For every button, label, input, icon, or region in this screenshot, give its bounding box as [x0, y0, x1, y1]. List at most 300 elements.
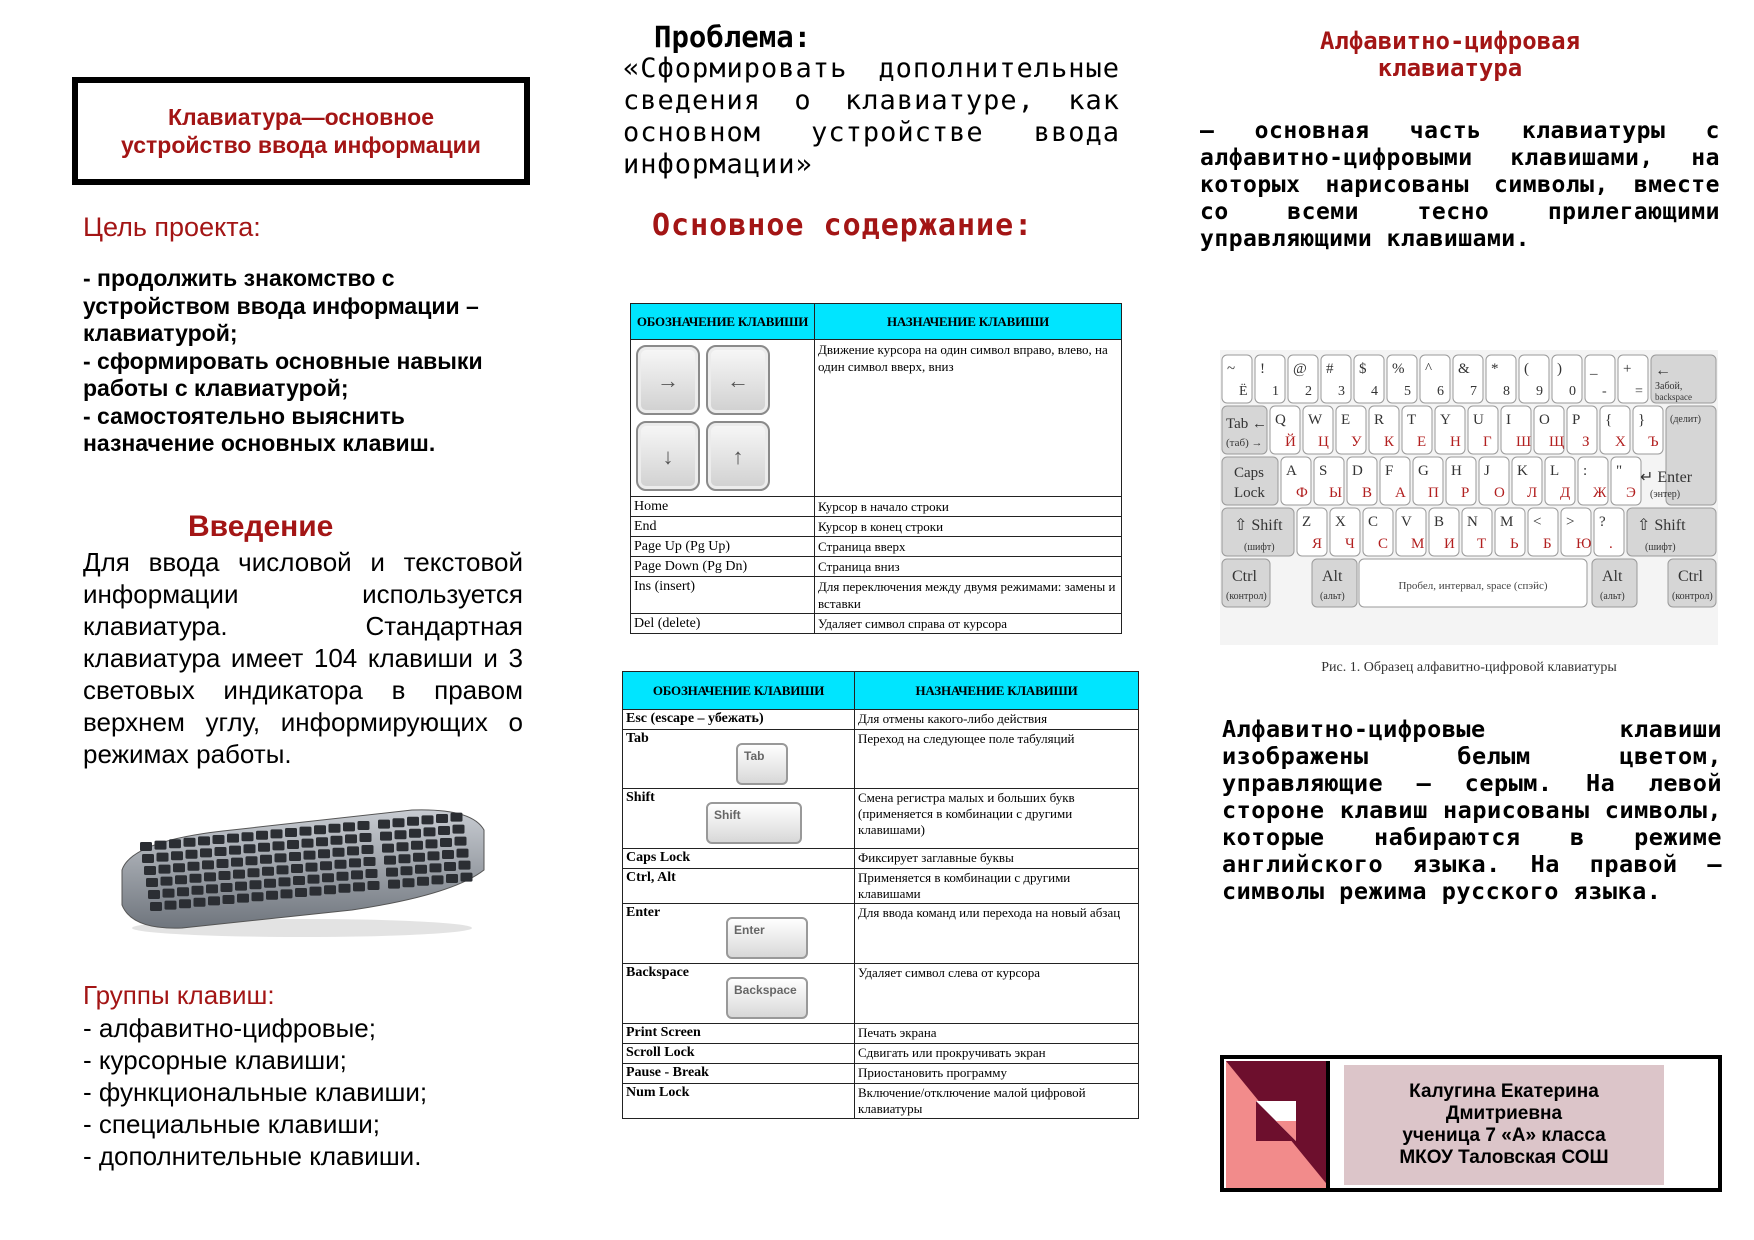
- table-row: [631, 614, 1122, 634]
- keyboard-key: [349, 858, 361, 867]
- alphanumeric-keyboard-diagram: [1220, 350, 1718, 645]
- tab-label: Tab ←: [1226, 416, 1268, 432]
- keyboard-key: [148, 890, 160, 899]
- key-name-cell: [623, 964, 855, 1024]
- keyboard-key: [345, 834, 357, 843]
- group-item: - специальные клавиши;: [83, 1109, 380, 1139]
- keyboard-key: [306, 863, 318, 872]
- keyboard-key: [333, 848, 345, 857]
- key-name-cell: [623, 1044, 855, 1064]
- key-name-cell: [623, 710, 855, 730]
- key-label: Ю: [1576, 536, 1592, 552]
- keyboard-key: [291, 864, 303, 873]
- key-desc-cell: Фиксирует заглавные буквы: [855, 849, 1139, 869]
- keyboard-key: [347, 846, 359, 855]
- key-label: Ь: [1510, 536, 1519, 552]
- key-label: +: [1623, 361, 1632, 377]
- keyboard-key: [314, 825, 326, 834]
- keyboard-key: [324, 885, 336, 894]
- key-label: Х: [1615, 434, 1626, 450]
- key-label: ": [1616, 463, 1623, 479]
- key-label: R: [1374, 412, 1385, 428]
- key-label: H: [1451, 463, 1462, 479]
- keyboard-key: [219, 871, 231, 880]
- table-row: [623, 789, 1139, 849]
- key-name-cell: [623, 1064, 855, 1084]
- keyboard-key: [428, 851, 440, 860]
- intro-heading: Введение: [188, 510, 334, 543]
- table-row: [623, 730, 1139, 789]
- key-label: Ф: [1296, 485, 1308, 501]
- table-header-cell: ОБОЗНАЧЕНИЕ КЛАВИШИ: [631, 304, 815, 340]
- author-class: ученица 7 «А» класса: [1402, 1125, 1606, 1146]
- key-desc-cell: Удаляет символ справа от курсора: [815, 614, 1122, 634]
- author-name: Калугина Екатерина: [1409, 1081, 1599, 1102]
- key-label: Н: [1450, 434, 1461, 450]
- key-name: Esc (escape – убежать): [626, 711, 764, 726]
- keyboard-key: [194, 898, 206, 907]
- keyboard-key: [204, 872, 216, 881]
- key-desc-cell: Приостановить программу: [855, 1064, 1139, 1084]
- table-row: [631, 537, 1122, 557]
- table-row: [623, 1064, 1139, 1084]
- backspace-key-icon: Backspace: [726, 977, 808, 1019]
- key-name: Print Screen: [626, 1025, 701, 1040]
- keyboard-key: [202, 860, 214, 869]
- keyboard-key: [426, 839, 438, 848]
- alpha-definition: – основная часть клавиатуры с алфавитно-цифровыми клавишами, на которых нарисованы символы, вместе со всеми тесно прилегающими управляющими клавишами.: [1200, 118, 1720, 252]
- key-label: D: [1352, 463, 1363, 479]
- keyboard-key: [409, 829, 421, 838]
- table-row: [623, 710, 1139, 730]
- keyboard-key: [411, 841, 423, 850]
- key-label: #: [1326, 361, 1334, 377]
- keyboard-key: [453, 825, 465, 834]
- key-name: Num Lock: [626, 1085, 690, 1100]
- key-label: P: [1572, 412, 1581, 428]
- author-patronymic: Дмитриевна: [1445, 1103, 1563, 1124]
- key-label: Г: [1483, 434, 1492, 450]
- caps-label: Caps: [1234, 465, 1264, 481]
- keyboard-key: [322, 873, 334, 882]
- keyboard-key: [304, 851, 316, 860]
- alpha-heading: [1270, 28, 1630, 82]
- keyboard-photo: [112, 800, 492, 940]
- key-label: O: [1539, 412, 1550, 428]
- keyboard-key: [397, 842, 409, 851]
- keyboard-key: [223, 895, 235, 904]
- keyboard-key: [380, 832, 392, 841]
- table-row: [631, 557, 1122, 577]
- alpha-description: Алфавитно-цифровые клавиши изображены белым цветом, управляющие — серым. На левой стороне клавиш нарисованы символы, которые набираются в режиме английского языка. На правой — символы режима русского языка.: [1222, 715, 1722, 905]
- keyboard-key: [287, 840, 299, 849]
- table-row: [631, 340, 1122, 497]
- keyboard-key: [424, 827, 436, 836]
- key-label: E: [1341, 412, 1351, 428]
- keyboard-key: [159, 865, 171, 874]
- key-desc-cell: Для ввода команд или перехода на новый абзац: [855, 904, 1139, 964]
- table-header-row: [623, 672, 1139, 710]
- keyboard-key: [285, 828, 297, 837]
- arrow-down-icon: ↓: [636, 421, 700, 491]
- goal-list: [83, 265, 528, 458]
- key-label: @: [1293, 361, 1307, 377]
- key-label: A: [1286, 463, 1297, 479]
- key-label: 7: [1470, 384, 1477, 399]
- key-label: -: [1602, 384, 1607, 399]
- keyboard-key: [186, 850, 198, 859]
- table-row: [623, 1024, 1139, 1044]
- keyboard-key: [399, 854, 411, 863]
- key-label: 0: [1569, 384, 1576, 399]
- key-label: Z: [1302, 514, 1312, 530]
- space-label: Пробел, интервал, space (спэйс): [1398, 580, 1548, 592]
- keyboard-key: [455, 837, 467, 846]
- keyboard-key: [173, 863, 185, 872]
- keyboard-key: [177, 887, 189, 896]
- keyboard-key: [142, 854, 154, 863]
- table-row: [623, 1044, 1139, 1064]
- key-label: $: [1359, 361, 1367, 377]
- keyboard-key: [417, 877, 429, 886]
- keyboard-key: [161, 877, 173, 886]
- title-box: [72, 77, 530, 185]
- key-label: W: [1308, 412, 1323, 428]
- key-name-cell: [623, 869, 855, 904]
- key-label: ): [1557, 361, 1562, 377]
- author-info: [1344, 1065, 1664, 1185]
- table-header-cell: НАЗНАЧЕНИЕ КЛАВИШИ: [815, 304, 1122, 340]
- keyboard-key: [430, 863, 442, 872]
- keyboard-key: [440, 838, 452, 847]
- keyboard-key: [413, 853, 425, 862]
- key-label: 8: [1503, 384, 1510, 399]
- keyboard-key: [231, 858, 243, 867]
- alt-label: Alt: [1322, 568, 1343, 585]
- keyboard-key: [295, 888, 307, 897]
- tab-sub-label: (таб) →: [1226, 437, 1263, 449]
- keyboard-key: [200, 848, 212, 857]
- arrow-right-icon: →: [636, 345, 700, 415]
- key-name-cell: [623, 904, 855, 964]
- author-box: [1220, 1055, 1722, 1192]
- keyboard-key: [337, 872, 349, 881]
- goal-heading: Цель проекта:: [83, 212, 261, 242]
- keyboard-key: [432, 875, 444, 884]
- key-name: Shift: [626, 790, 655, 805]
- key-label: !: [1260, 361, 1265, 377]
- key-desc-cell: Смена регистра малых и больших букв (применяется в комбинации с другими клавишами): [855, 789, 1139, 849]
- key-name-cell: [623, 1084, 855, 1119]
- keyboard-key: [422, 815, 434, 824]
- keyboard-key: [378, 820, 390, 829]
- keyboard-key: [213, 835, 225, 844]
- keyboard-key: [407, 817, 419, 826]
- group-item: - функциональные клавиши;: [83, 1077, 428, 1107]
- enter-key-icon: Enter: [726, 917, 808, 959]
- key-label: &: [1458, 361, 1470, 377]
- key-label: (: [1524, 361, 1529, 377]
- key-label: 3: [1338, 384, 1345, 399]
- keyboard-key: [260, 855, 272, 864]
- keyboard-key: [446, 874, 458, 883]
- key-label: {: [1605, 412, 1613, 428]
- groups-heading: Группы клавиш:: [83, 980, 275, 1010]
- backspace-arrow-icon: ←: [1655, 362, 1671, 379]
- key-label: Э: [1626, 485, 1636, 501]
- keyboard-caption: Рис. 1. Образец алфавитно-цифровой клавиатуры: [1321, 660, 1617, 675]
- keyboard-key: [144, 866, 156, 875]
- key-label: K: [1517, 463, 1528, 479]
- key-label: Ё: [1239, 384, 1248, 399]
- keyboard-key: [451, 813, 463, 822]
- keyboard-key: [459, 861, 471, 870]
- table-row: [623, 869, 1139, 904]
- key-label: Б: [1543, 536, 1552, 552]
- keyboard-key: [273, 841, 285, 850]
- arrow-left-icon: ←: [706, 345, 770, 415]
- groups-list: [83, 1012, 427, 1172]
- shift-label: ⇧ Shift: [1234, 517, 1283, 534]
- keyboard-key: [221, 883, 233, 892]
- keyboard-key: [140, 842, 152, 851]
- key-label: X: [1335, 514, 1346, 530]
- keyboard-key: [252, 892, 264, 901]
- keyboard-key: [169, 839, 181, 848]
- key-label: Р: [1461, 485, 1470, 501]
- key-label: .: [1609, 536, 1613, 552]
- group-item: - курсорные клавиши;: [83, 1045, 347, 1075]
- cursor-keys-table: [630, 303, 1122, 634]
- keyboard-key: [293, 876, 305, 885]
- keyboard-key: [401, 866, 413, 875]
- keyboard-key: [382, 844, 394, 853]
- key-label: О: [1494, 485, 1505, 501]
- keyboard-key: [217, 859, 229, 868]
- keyboard-key: [250, 880, 262, 889]
- key-label: 9: [1536, 384, 1543, 399]
- table-row: [623, 904, 1139, 964]
- keyboard-key: [266, 891, 278, 900]
- key-label: Ш: [1516, 434, 1532, 450]
- keyboard-key: [366, 869, 378, 878]
- table-row: [623, 849, 1139, 869]
- key-name-cell: [623, 730, 855, 789]
- keyboard-key: [438, 826, 450, 835]
- arrow-keys-cell: [631, 340, 815, 497]
- keyboard-key: [318, 849, 330, 858]
- key-name-cell: Ins (insert): [631, 577, 815, 614]
- key-desc-cell: Удаляет символ слева от курсора: [855, 964, 1139, 1024]
- keyboard-key: [395, 830, 407, 839]
- keyboard-key: [258, 843, 270, 852]
- title-line-2: устройство ввода информации: [121, 132, 481, 158]
- key-label: Ц: [1318, 434, 1329, 450]
- key-name-cell: [623, 1024, 855, 1044]
- keyboard-key: [343, 822, 355, 831]
- key-desc-cell: Печать экрана: [855, 1024, 1139, 1044]
- key-label: З: [1582, 434, 1590, 450]
- keyboard-key: [229, 846, 241, 855]
- key-label: >: [1566, 514, 1575, 530]
- keyboard-key: [302, 839, 314, 848]
- goal-item: - сформировать основные навыки работы с клавиатурой;: [83, 347, 483, 401]
- keyboard-key: [289, 852, 301, 861]
- table-cell: Движение курсора на один символ вправо, влево, на один символ вверх, вниз: [815, 340, 1122, 497]
- table-row: [631, 577, 1122, 614]
- key-label: Й: [1285, 434, 1296, 450]
- keyboard-key: [415, 865, 427, 874]
- table-row: [631, 517, 1122, 537]
- key-label: 6: [1437, 384, 1444, 399]
- key-label: F: [1385, 463, 1394, 479]
- table-row: [631, 497, 1122, 517]
- key-desc-cell: Страница вниз: [815, 557, 1122, 577]
- key-name: Scroll Lock: [626, 1045, 695, 1060]
- key-label: ^: [1425, 361, 1433, 377]
- key-label: К: [1384, 434, 1395, 450]
- keyboard-key: [155, 841, 167, 850]
- key-label: Ж: [1593, 485, 1607, 501]
- key-desc-cell: Включение/отключение малой цифровой клавиатуры: [855, 1084, 1139, 1119]
- key-desc-cell: Страница вверх: [815, 537, 1122, 557]
- keyboard-key: [316, 837, 328, 846]
- key-desc-cell: Переход на следующее поле табуляций: [855, 730, 1139, 789]
- alpha-heading-line-1: Алфавитно-цифровая: [1319, 27, 1581, 55]
- keyboard-key: [171, 851, 183, 860]
- key-label: Y: [1440, 412, 1451, 428]
- keyboard-key: [184, 838, 196, 847]
- key-desc-cell: Для отмены какого-либо действия: [855, 710, 1139, 730]
- shift-key-icon: Shift: [706, 802, 802, 844]
- key-name-cell: [623, 849, 855, 869]
- alt-sub-label: (альт): [1600, 591, 1625, 602]
- key-label: :: [1583, 463, 1588, 479]
- alt-label: Alt: [1602, 568, 1623, 585]
- shift-sub-label: (шифт): [1244, 542, 1275, 553]
- key-desc-cell: Для переключения между двумя режимами: замены и вставки: [815, 577, 1122, 614]
- keyboard-key: [308, 875, 320, 884]
- keyboard-key: [364, 857, 376, 866]
- keyboard-key: [360, 833, 372, 842]
- keyboard-key: [393, 818, 405, 827]
- keyboard-key: [384, 856, 396, 865]
- alt-sub-label: (альт): [1320, 591, 1345, 602]
- key-label: S: [1319, 463, 1328, 479]
- keyboard-key: [331, 836, 343, 845]
- key-label: ?: [1599, 514, 1606, 530]
- keyboard-key: [320, 861, 332, 870]
- key-name-cell: Page Down (Pg Dn): [631, 557, 815, 577]
- keyboard-key: [248, 868, 260, 877]
- keyboard-key: [444, 862, 456, 871]
- title-line-1: Клавиатура—основное: [167, 104, 435, 130]
- keyboard-key: [233, 870, 245, 879]
- ctrl-sub-label: (контрол): [1226, 591, 1267, 602]
- key-name: Backspace: [626, 965, 689, 980]
- key-label: _: [1590, 361, 1598, 377]
- delete-label: (делит): [1670, 414, 1701, 425]
- enter-label: ↵ Enter: [1640, 469, 1693, 486]
- key-label: ~: [1227, 361, 1236, 377]
- key-label: 4: [1371, 384, 1378, 399]
- keyboard-key: [175, 875, 187, 884]
- key-label: N: [1467, 514, 1478, 530]
- keyboard-key: [362, 845, 374, 854]
- key-label: M: [1500, 514, 1514, 530]
- key-name: Tab: [626, 731, 649, 746]
- key-label: М: [1411, 536, 1425, 552]
- key-label: *: [1491, 361, 1499, 377]
- keyboard-key: [339, 884, 351, 893]
- key-label: V: [1401, 514, 1412, 530]
- keyboard-key: [264, 879, 276, 888]
- keyboard-key: [163, 889, 175, 898]
- key-name-cell: End: [631, 517, 815, 537]
- ctrl-label: Ctrl: [1678, 568, 1703, 585]
- key-label: <: [1533, 514, 1542, 530]
- shift-sub-label: (шифт): [1645, 542, 1676, 553]
- alpha-heading-line-2: клавиатура: [1377, 54, 1523, 82]
- keyboard-key: [386, 868, 398, 877]
- key-label: T: [1407, 412, 1417, 428]
- keyboard-key: [192, 886, 204, 895]
- keyboard-key: [310, 887, 322, 896]
- key-label: L: [1550, 463, 1560, 479]
- key-label: А: [1395, 485, 1406, 501]
- key-desc-cell: Курсор в конец строки: [815, 517, 1122, 537]
- tab-key-icon: Tab: [736, 743, 788, 785]
- keyboard-key: [329, 824, 341, 833]
- keyboard-key: [457, 849, 469, 858]
- keyboard-key: [244, 844, 256, 853]
- key-name-cell: [623, 789, 855, 849]
- key-label: Л: [1527, 485, 1538, 501]
- key-label: И: [1444, 536, 1455, 552]
- table-header-cell: НАЗНАЧЕНИЕ КЛАВИШИ: [855, 672, 1139, 710]
- main-heading: Основное содержание:: [652, 208, 1034, 243]
- goal-item: - продолжить знакомство с устройством ввода информации – клавиатурой;: [83, 265, 479, 346]
- keyboard-key: [442, 850, 454, 859]
- problem-text: «Сформировать дополнительные сведения о клавиатуре, как основном устройстве ввода информации»: [623, 53, 1120, 180]
- keyboard-key: [368, 881, 380, 890]
- keyboard-key: [150, 902, 162, 911]
- keyboard-key: [190, 874, 202, 883]
- arrow-up-icon: ↑: [706, 421, 770, 491]
- keyboard-key: [215, 847, 227, 856]
- keyboard-key: [237, 894, 249, 903]
- keyboard-key: [335, 860, 347, 869]
- key-name: Pause - Break: [626, 1065, 709, 1080]
- key-name: Caps Lock: [626, 850, 691, 865]
- keyboard-key: [227, 834, 239, 843]
- key-label: Е: [1417, 434, 1427, 450]
- table-row: [623, 1084, 1139, 1119]
- key-desc-cell: Применяется в комбинации с другими клавишами: [855, 869, 1139, 904]
- key-label: У: [1351, 434, 1362, 450]
- group-item: - дополнительные клавиши.: [83, 1141, 422, 1171]
- key-name-cell: Del (delete): [631, 614, 815, 634]
- keyboard-key: [353, 882, 365, 891]
- keyboard-key: [208, 896, 220, 905]
- backspace-label: Забой,: [1655, 381, 1683, 392]
- goal-item: - самостоятельно выяснить назначение основных клавиш.: [83, 402, 436, 456]
- keyboard-key: [198, 836, 210, 845]
- key-label: U: [1473, 412, 1484, 428]
- keyboard-key: [165, 901, 177, 910]
- key-label: G: [1418, 463, 1429, 479]
- keyboard-key: [300, 827, 312, 836]
